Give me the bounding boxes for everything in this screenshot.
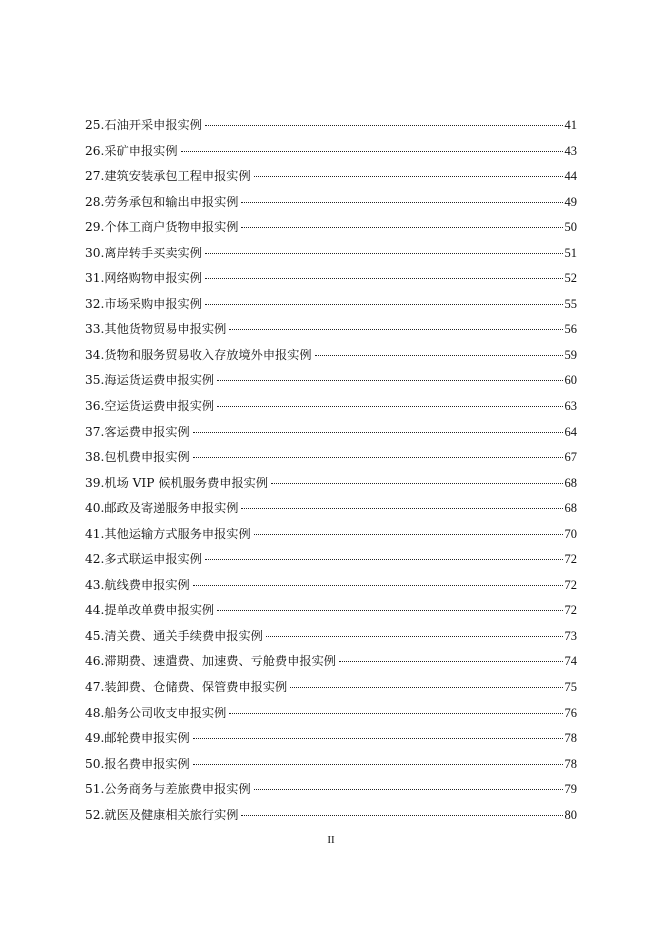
toc-entry-title: 29.个体工商户货物申报实例	[85, 220, 239, 235]
toc-entry-title: 47.装卸费、仓储费、保管费申报实例	[85, 680, 288, 695]
toc-entry-title: 35.海运货运费申报实例	[85, 373, 215, 388]
toc-entry[interactable]	[85, 624, 577, 650]
toc-entry[interactable]	[85, 215, 577, 241]
toc-entry-title: 43.航线费申报实例	[85, 577, 190, 592]
toc-entry[interactable]	[85, 445, 577, 471]
toc-entry-title: 38.包机费申报实例	[85, 450, 190, 465]
toc-entry-page-number: 52	[564, 271, 577, 286]
toc-entry-page-number: 78	[564, 756, 577, 771]
toc-entry[interactable]	[85, 317, 577, 343]
toc-entry-title: 40.邮政及寄递服务申报实例	[85, 501, 239, 516]
toc-entry[interactable]	[85, 573, 577, 599]
toc-dot-leader	[241, 508, 562, 509]
toc-dot-leader	[229, 329, 562, 330]
toc-entry-title: 32.市场采购申报实例	[85, 296, 202, 311]
toc-entry-title: 30.离岸转手买卖实例	[85, 245, 202, 260]
toc-dot-leader	[193, 432, 563, 433]
toc-entry[interactable]	[85, 803, 577, 829]
toc-entry-page-number: 70	[564, 526, 577, 541]
toc-entry-title: 36.空运货运费申报实例	[85, 399, 215, 414]
toc-entry[interactable]	[85, 241, 577, 267]
toc-dot-leader	[217, 380, 562, 381]
toc-entry-page-number: 75	[564, 680, 577, 695]
toc-dot-leader	[205, 125, 563, 126]
toc-entry[interactable]	[85, 726, 577, 752]
toc-entry[interactable]	[85, 649, 577, 675]
toc-dot-leader	[229, 713, 562, 714]
toc-entry-title: 27.建筑安装承包工程申报实例	[85, 169, 251, 184]
toc-entry-page-number: 72	[564, 577, 577, 592]
toc-entry-page-number: 72	[564, 603, 577, 618]
toc-dot-leader	[217, 406, 562, 407]
toc-entry-page-number: 50	[564, 220, 577, 235]
toc-entry-page-number: 60	[564, 373, 577, 388]
toc-entry-page-number: 74	[564, 654, 577, 669]
toc-entry-title: 26.采矿申报实例	[85, 143, 178, 158]
toc-entry[interactable]	[85, 139, 577, 165]
toc-dot-leader	[315, 355, 563, 356]
toc-dot-leader	[254, 176, 563, 177]
toc-entry[interactable]	[85, 190, 577, 216]
toc-entry-page-number: 51	[564, 245, 577, 260]
toc-entry-page-number: 76	[564, 705, 577, 720]
toc-entry-page-number: 44	[564, 169, 577, 184]
toc-dot-leader	[193, 585, 563, 586]
table-of-contents	[85, 113, 577, 828]
toc-entry[interactable]	[85, 292, 577, 318]
toc-entry-title: 42.多式联运申报实例	[85, 552, 202, 567]
toc-dot-leader	[339, 661, 563, 662]
toc-entry-page-number: 59	[564, 347, 577, 362]
toc-entry[interactable]	[85, 394, 577, 420]
toc-entry-title: 33.其他货物贸易申报实例	[85, 322, 227, 337]
toc-entry-title: 46.滞期费、速遣费、加速费、亏舱费申报实例	[85, 654, 336, 669]
toc-dot-leader	[193, 738, 563, 739]
toc-entry-title: 44.提单改单费申报实例	[85, 603, 215, 618]
toc-entry-title: 28.劳务承包和输出申报实例	[85, 194, 239, 209]
toc-entry-title: 39.机场 VIP 候机服务费申报实例	[85, 475, 269, 490]
toc-entry-page-number: 78	[564, 731, 577, 746]
toc-entry[interactable]	[85, 522, 577, 548]
toc-dot-leader	[193, 457, 563, 458]
toc-dot-leader	[205, 253, 563, 254]
toc-entry-title: 41.其他运输方式服务申报实例	[85, 526, 251, 541]
toc-dot-leader	[241, 227, 562, 228]
toc-entry-title: 51.公务商务与差旅费申报实例	[85, 782, 251, 797]
toc-entry[interactable]	[85, 471, 577, 497]
toc-dot-leader	[217, 610, 562, 611]
toc-entry-title: 25.石油开采申报实例	[85, 118, 202, 132]
toc-entry-page-number: 49	[564, 194, 577, 209]
toc-entry-page-number: 68	[564, 475, 577, 490]
toc-entry[interactable]	[85, 598, 577, 624]
toc-dot-leader	[271, 483, 562, 484]
toc-dot-leader	[181, 151, 563, 152]
toc-entry[interactable]	[85, 368, 577, 394]
toc-dot-leader	[241, 815, 562, 816]
toc-entry-title: 37.客运费申报实例	[85, 424, 190, 439]
toc-entry-page-number: 68	[564, 501, 577, 516]
toc-dot-leader	[266, 636, 563, 637]
toc-entry-page-number: 63	[564, 399, 577, 414]
toc-entry[interactable]	[85, 701, 577, 727]
toc-dot-leader	[205, 559, 563, 560]
toc-entry-title: 34.货物和服务贸易收入存放境外申报实例	[85, 347, 312, 362]
toc-entry[interactable]	[85, 496, 577, 522]
toc-dot-leader	[205, 304, 563, 305]
toc-entry[interactable]	[85, 113, 577, 139]
toc-entry-page-number: 79	[564, 782, 577, 797]
toc-entry[interactable]	[85, 164, 577, 190]
toc-entry-page-number: 72	[564, 552, 577, 567]
toc-dot-leader	[193, 764, 563, 765]
toc-entry-title: 50.报名费申报实例	[85, 756, 190, 771]
toc-entry[interactable]	[85, 752, 577, 778]
toc-entry[interactable]	[85, 343, 577, 369]
toc-entry-title: 45.清关费、通关手续费申报实例	[85, 628, 263, 643]
toc-entry-page-number: 64	[564, 424, 577, 439]
toc-entry-page-number: 56	[564, 322, 577, 337]
toc-entry-page-number: 67	[564, 450, 577, 465]
toc-entry-title: 31.网络购物申报实例	[85, 271, 202, 286]
toc-dot-leader	[254, 789, 563, 790]
toc-entry-page-number: 55	[564, 296, 577, 311]
toc-entry[interactable]	[85, 420, 577, 446]
toc-entry-title: 52.就医及健康相关旅行实例	[85, 807, 239, 822]
toc-entry-page-number: 80	[564, 807, 577, 822]
toc-dot-leader	[205, 278, 563, 279]
toc-dot-leader	[241, 202, 562, 203]
toc-entry-page-number: 43	[564, 143, 577, 158]
toc-entry[interactable]	[85, 777, 577, 803]
page-number: II	[327, 834, 335, 846]
toc-entry-page-number: 73	[564, 628, 577, 643]
toc-entry-title: 49.邮轮费申报实例	[85, 731, 190, 746]
toc-entry[interactable]	[85, 547, 577, 573]
toc-dot-leader	[254, 534, 563, 535]
toc-entry[interactable]	[85, 675, 577, 701]
toc-dot-leader	[290, 687, 562, 688]
toc-entry[interactable]	[85, 266, 577, 292]
toc-entry-title: 48.船务公司收支申报实例	[85, 705, 227, 720]
toc-entry-page-number: 41	[564, 118, 577, 132]
